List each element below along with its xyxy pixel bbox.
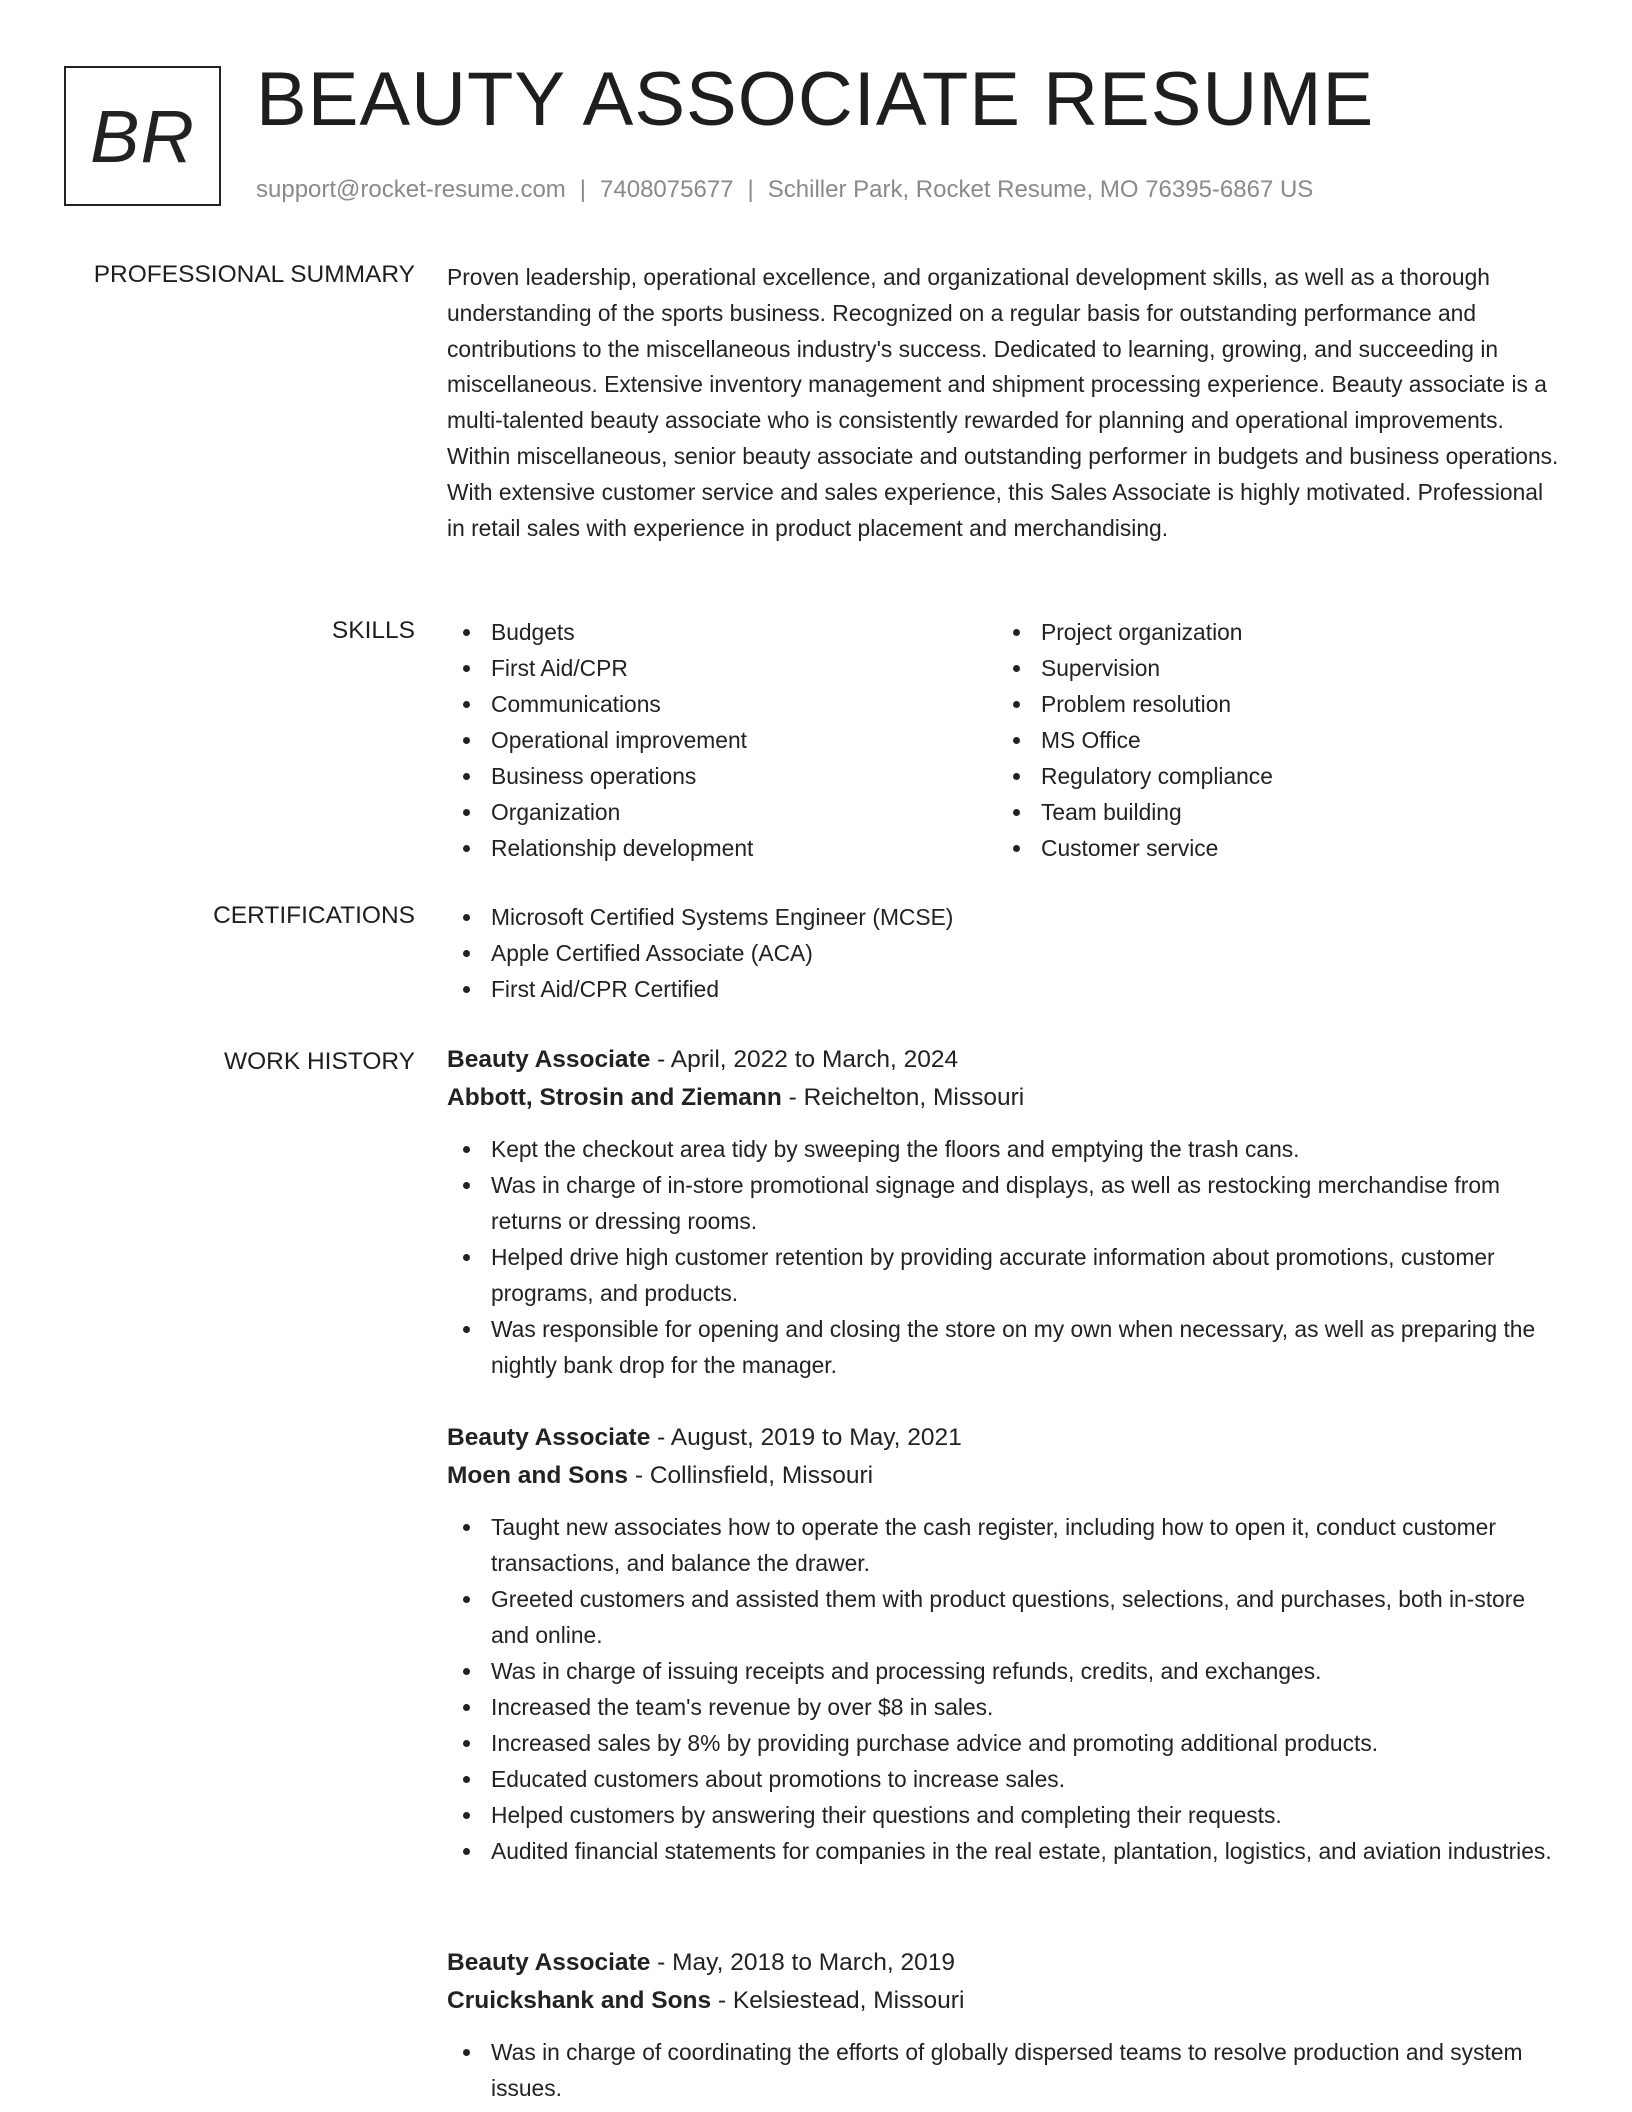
job-entry xyxy=(447,1419,1567,1869)
skill-item: MS Office xyxy=(997,722,1547,758)
contact-separator: | xyxy=(747,176,754,203)
section-label-certifications: CERTIFICATIONS xyxy=(213,902,415,929)
job-bullet: Was in charge of coordinating the efforts of globally dispersed teams to resolve production and system issues. xyxy=(447,2034,1567,2106)
job-location: - Reichelton, Missouri xyxy=(781,1084,1025,1111)
job-bullets xyxy=(447,1509,1567,1869)
monogram-box xyxy=(64,66,221,206)
skill-item: Regulatory compliance xyxy=(997,758,1547,794)
skill-item: Team building xyxy=(997,794,1547,830)
certifications-body xyxy=(447,899,1567,1007)
job-bullets xyxy=(447,2034,1567,2106)
job-bullet: Helped customers by answering their questions and completing their requests. xyxy=(447,1797,1567,1833)
contact-email[interactable]: support@rocket-resume.com xyxy=(256,176,566,203)
job-bullet: Increased sales by 8% by providing purchase advice and promoting additional products. xyxy=(447,1725,1567,1761)
certification-item: Microsoft Certified Systems Engineer (MCSE) xyxy=(447,899,1567,935)
job-title: Beauty Associate xyxy=(447,1424,651,1451)
job-entry xyxy=(447,1944,1567,2106)
job-company: Cruickshank and Sons xyxy=(447,1987,712,2014)
job-company-line xyxy=(447,1079,1567,1117)
job-bullet: Was in charge of in-store promotional signage and displays, as well as restocking merchandise from returns or dressing rooms. xyxy=(447,1167,1567,1239)
skill-item: Problem resolution xyxy=(997,686,1547,722)
resume-title: BEAUTY ASSOCIATE RESUME xyxy=(256,57,1375,142)
skill-item: Business operations xyxy=(447,758,997,794)
skill-item: Communications xyxy=(447,686,997,722)
job-bullets xyxy=(447,1131,1567,1383)
job-title-line xyxy=(447,1419,1567,1457)
job-company-line xyxy=(447,1982,1567,2020)
skill-item: Organization xyxy=(447,794,997,830)
job-entry xyxy=(447,1041,1567,1383)
job-company: Moen and Sons xyxy=(447,1462,629,1489)
skill-item: Project organization xyxy=(997,614,1547,650)
job-title-line xyxy=(447,1944,1567,1982)
skill-item: Budgets xyxy=(447,614,997,650)
job-bullet: Increased the team's revenue by over $8 in sales. xyxy=(447,1689,1567,1725)
job-bullet: Greeted customers and assisted them with product questions, selections, and purchases, both in-store and online. xyxy=(447,1581,1567,1653)
job-title-line xyxy=(447,1041,1567,1079)
contact-phone[interactable]: 7408075677 xyxy=(600,176,734,203)
job-location: - Kelsiestead, Missouri xyxy=(711,1987,965,2014)
section-label-work-history: WORK HISTORY xyxy=(223,1048,415,1075)
job-dates: - August, 2019 to May, 2021 xyxy=(650,1424,962,1451)
monogram-initials: BR xyxy=(90,94,195,178)
summary-text: Proven leadership, operational excellence, and organizational development skills, as well as a thorough understanding of the sports business. Recognized on a regular basis for outstanding performance and contributions to the miscellaneous industry's success. Dedicated to learning, growing, and succeeding in miscellaneous. Extensive inventory management and shipment processing experience. Beauty associate is a multi-talented beauty associate who is consistently rewarded for planning and operational improvements. Within miscellaneous, senior beauty associate and outstanding performer in budgets and business operations. With extensive customer service and sales experience, this Sales Associate is highly motivated. Professional in retail sales with experience in product placement and merchandising. xyxy=(447,264,1559,541)
job-bullet: Was in charge of issuing receipts and processing refunds, credits, and exchanges. xyxy=(447,1653,1567,1689)
job-bullet: Kept the checkout area tidy by sweeping the floors and emptying the trash cans. xyxy=(447,1131,1567,1167)
certifications-list xyxy=(447,899,1567,1007)
certification-item: First Aid/CPR Certified xyxy=(447,971,1567,1007)
skill-item: Relationship development xyxy=(447,830,997,866)
skill-item: Supervision xyxy=(997,650,1547,686)
skill-item: Customer service xyxy=(997,830,1547,866)
contact-separator: | xyxy=(579,176,587,203)
job-bullet: Educated customers about promotions to increase sales. xyxy=(447,1761,1567,1797)
job-dates: - May, 2018 to March, 2019 xyxy=(650,1949,955,1976)
job-bullet: Taught new associates how to operate the cash register, including how to open it, conduct customer transactions, and balance the drawer. xyxy=(447,1509,1567,1581)
job-location: - Collinsfield, Missouri xyxy=(628,1462,874,1489)
section-label-summary: PROFESSIONAL SUMMARY xyxy=(93,261,415,288)
certification-item: Apple Certified Associate (ACA) xyxy=(447,935,1567,971)
skills-list-left xyxy=(447,614,997,866)
contact-line xyxy=(256,175,1313,205)
job-bullet: Helped drive high customer retention by providing accurate information about promotions, customer programs, and products. xyxy=(447,1239,1567,1311)
contact-address: Schiller Park, Rocket Resume, MO 76395-6867 US xyxy=(767,176,1314,203)
skill-item: Operational improvement xyxy=(447,722,997,758)
skill-item: First Aid/CPR xyxy=(447,650,997,686)
job-company-line xyxy=(447,1457,1567,1495)
skills-body xyxy=(447,614,1567,866)
skills-list-right xyxy=(997,614,1547,866)
section-label-skills: SKILLS xyxy=(331,617,415,644)
summary-body xyxy=(447,260,1567,546)
job-title: Beauty Associate xyxy=(447,1949,651,1976)
job-dates: - April, 2022 to March, 2024 xyxy=(650,1046,959,1073)
job-company: Abbott, Strosin and Ziemann xyxy=(447,1084,782,1111)
job-bullet: Was responsible for opening and closing the store on my own when necessary, as well as preparing the nightly bank drop for the manager. xyxy=(447,1311,1567,1383)
job-title: Beauty Associate xyxy=(447,1046,651,1073)
job-bullet: Audited financial statements for companies in the real estate, plantation, logistics, and aviation industries. xyxy=(447,1833,1567,1869)
